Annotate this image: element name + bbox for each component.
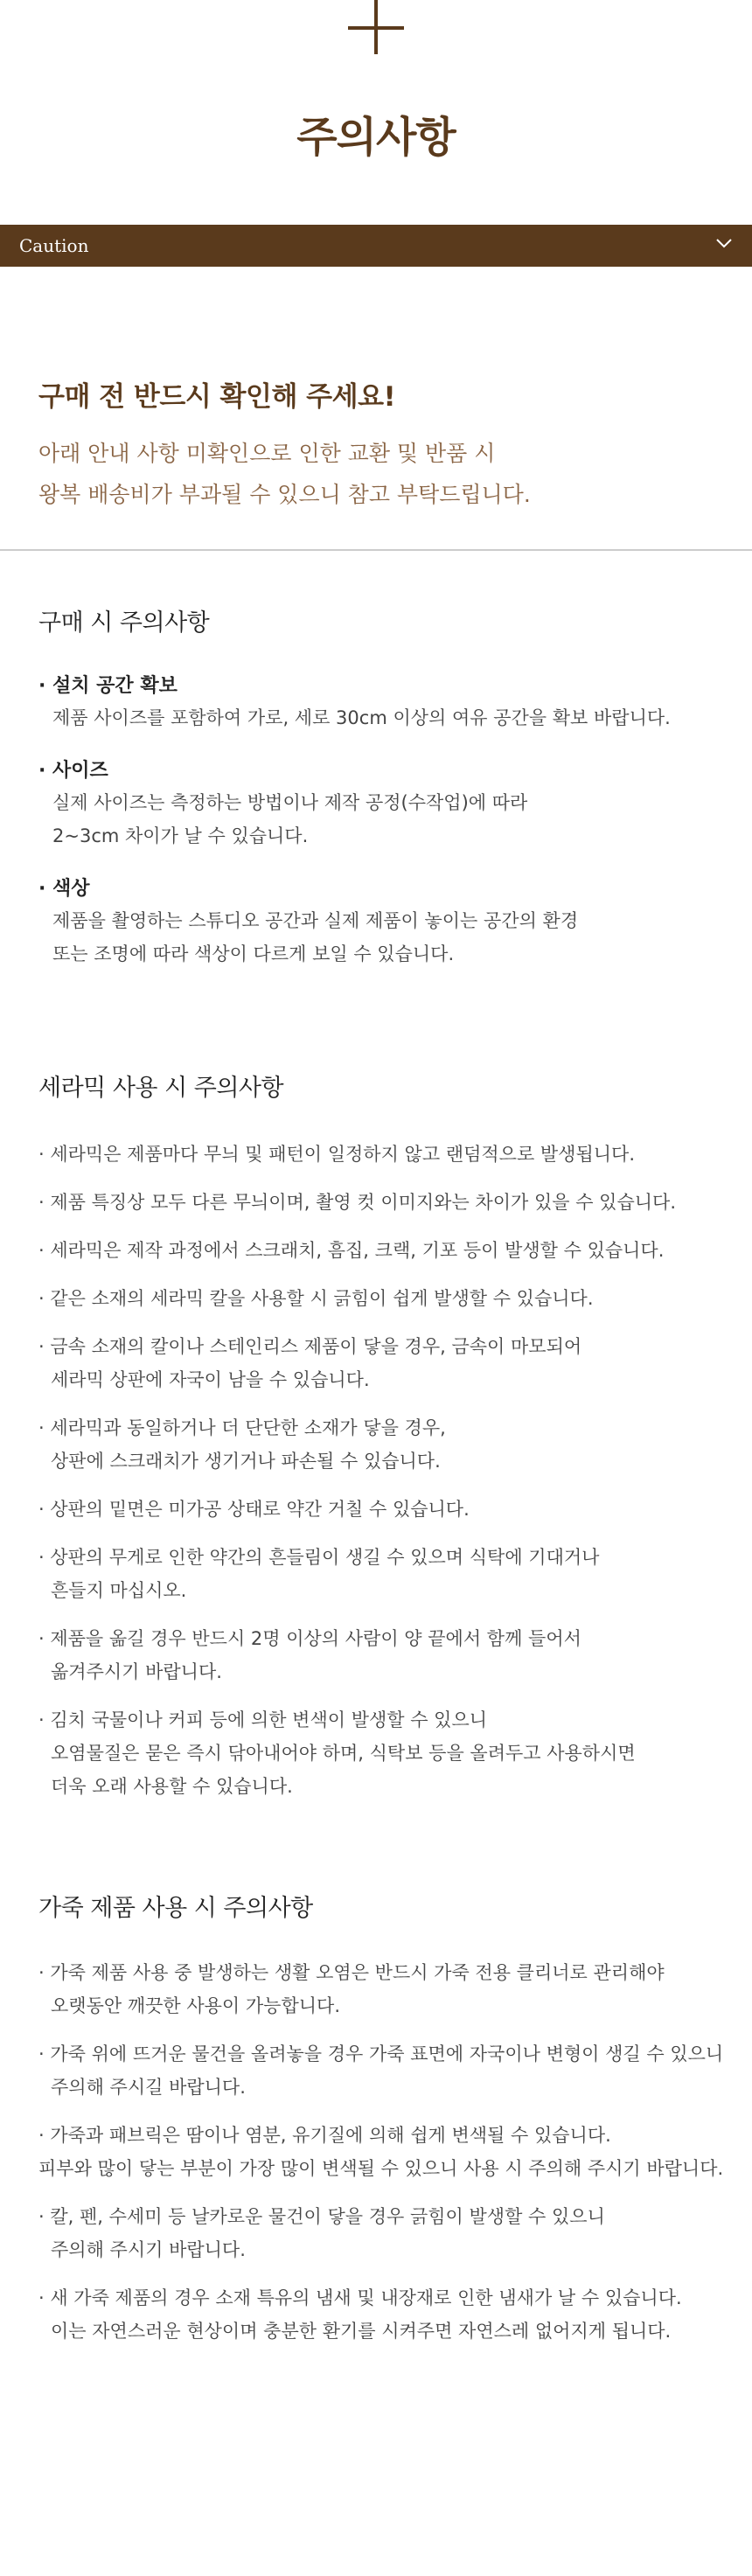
bullet-line: · 제품을 옮길 경우 반드시 2명 이상의 사람이 양 끝에서 함께 들어서: [38, 1628, 581, 1649]
list-item: [38, 1622, 729, 1688]
caution-label: Caution: [19, 235, 89, 256]
chevron-down-icon: [715, 237, 733, 249]
intro-notice: [38, 374, 721, 515]
purchase-caution-section: [38, 603, 729, 971]
divider: [0, 549, 752, 551]
bullet-line: 오랫동안 깨끗한 사용이 가능합니다.: [51, 1995, 340, 2016]
bullet-line: 피부와 많이 닿는 부분이 가장 많이 변색될 수 있으니 사용 시 주의해 주시기 바랍니다.: [38, 2158, 724, 2179]
bullet-line: · 칼, 펜, 수세미 등 날카로운 물건이 닿을 경우 긁힘이 발생할 수 있으니: [38, 2206, 605, 2227]
bullet-line: 주의해 주시기 바랍니다.: [51, 2239, 246, 2260]
sub-item-color: [38, 874, 729, 971]
section-title: 세라믹 사용 시 주의사항: [38, 1075, 284, 1102]
bullet-line: 오염물질은 묻은 즉시 닦아내어야 하며, 식탁보 등을 올려두고 사용하시면: [51, 1743, 636, 1764]
bullet-line: · 제품 특징상 모두 다른 무늬이며, 촬영 컷 이미지와는 차이가 있을 수 있습니다.: [38, 1192, 676, 1213]
bullet-line: · 새 가죽 제품의 경우 소재 특유의 냄새 및 내장재로 인한 냄새가 날 수 있습니다.: [38, 2287, 682, 2308]
list-item: [38, 1956, 729, 2023]
sub-line: 2~3cm 차이가 날 수 있습니다.: [52, 825, 309, 846]
sub-line: 제품을 촬영하는 스튜디오 공간과 실제 제품이 놓이는 공간의 환경: [52, 910, 579, 931]
sub-line: 실제 사이즈는 측정하는 방법이나 제작 공정(수작업)에 따라: [52, 792, 528, 813]
intro-line: 아래 안내 사항 미확인으로 인한 교환 및 반품 시: [38, 441, 496, 466]
list-item: [38, 1411, 729, 1478]
bullet-line: 주의해 주시길 바랍니다.: [51, 2077, 246, 2098]
intro-line: 왕복 배송비가 부과될 수 있으니 참고 부탁드립니다.: [38, 482, 531, 507]
section-title: 가죽 제품 사용 시 주의사항: [38, 1895, 313, 1922]
leather-caution-section: [38, 1889, 729, 2348]
sub-title: · 설치 공간 확보: [38, 675, 178, 697]
bullet-line: 상판에 스크래치가 생기거나 파손될 수 있습니다.: [51, 1451, 441, 1472]
sub-item-size: [38, 755, 729, 853]
list-item: [38, 1330, 729, 1396]
bullet-line: · 세라믹은 제작 과정에서 스크래치, 흠집, 크랙, 기포 등이 발생할 수 있습니다.: [38, 1240, 665, 1261]
list-item: [38, 1541, 729, 1607]
sub-title: · 색상: [38, 878, 90, 900]
bullet-line: · 가죽 제품 사용 중 발생하는 생활 오염은 반드시 가죽 전용 클리너로 관리해야: [38, 1962, 665, 1983]
intro-heading: 구매 전 반드시 확인해 주세요!: [38, 381, 396, 413]
list-item: [38, 2281, 729, 2348]
section-title: 구매 시 주의사항: [38, 609, 210, 637]
bullet-line: 이는 자연스러운 현상이며 충분한 환기를 시켜주면 자연스레 없어지게 됩니다.: [51, 2321, 672, 2342]
list-item: [38, 1282, 729, 1315]
list-item: [38, 1234, 729, 1267]
list-item: [38, 2119, 729, 2185]
bullet-line: · 가죽 위에 뜨거운 물건을 올려놓을 경우 가죽 표면에 자국이나 변형이 생길 수 있으니: [38, 2043, 724, 2064]
plus-icon: [348, 0, 404, 54]
list-item: [38, 2200, 729, 2266]
bullet-line: 세라믹 상판에 자국이 남을 수 있습니다.: [51, 1369, 370, 1390]
page-title: 주의사항: [296, 113, 456, 162]
list-item: [38, 1703, 729, 1803]
sub-title: · 사이즈: [38, 760, 108, 782]
sub-line: 제품 사이즈를 포함하여 가로, 세로 30cm 이상의 여유 공간을 확보 바랍니다.: [52, 707, 671, 728]
ceramic-caution-section: [38, 1069, 729, 1803]
bullet-line: · 가죽과 패브릭은 땀이나 염분, 유기질에 의해 쉽게 변색될 수 있습니다.: [38, 2125, 611, 2146]
list-item: [38, 2037, 729, 2104]
bullet-line: 더욱 오래 사용할 수 있습니다.: [51, 1776, 293, 1797]
bullet-line: · 김치 국물이나 커피 등에 의한 변색이 발생할 수 있으니: [38, 1709, 488, 1730]
bullet-line: · 상판의 무게로 인한 약간의 흔들림이 생길 수 있으며 식탁에 기대거나: [38, 1547, 600, 1568]
bullet-line: · 세라믹과 동일하거나 더 단단한 소재가 닿을 경우,: [38, 1417, 446, 1438]
list-item: [38, 1493, 729, 1526]
sub-line: 또는 조명에 따라 색상이 다르게 보일 수 있습니다.: [52, 943, 455, 964]
bullet-line: · 같은 소재의 세라믹 칼을 사용할 시 긁힘이 쉽게 발생할 수 있습니다.: [38, 1288, 594, 1309]
bullet-line: 옮겨주시기 바랍니다.: [51, 1661, 222, 1682]
bullet-line: · 상판의 밑면은 미가공 상태로 약간 거칠 수 있습니다.: [38, 1499, 470, 1520]
list-item: [38, 1186, 729, 1219]
list-item: [38, 1138, 729, 1171]
bullet-line: · 세라믹은 제품마다 무늬 및 패턴이 일정하지 않고 랜덤적으로 발생됩니다.: [38, 1144, 636, 1165]
bullet-line: · 금속 소재의 칼이나 스테인리스 제품이 닿을 경우, 금속이 마모되어: [38, 1336, 582, 1357]
caution-accordion-header[interactable]: [0, 225, 752, 267]
bullet-line: 흔들지 마십시오.: [51, 1580, 187, 1601]
sub-item-installation: [38, 671, 729, 735]
